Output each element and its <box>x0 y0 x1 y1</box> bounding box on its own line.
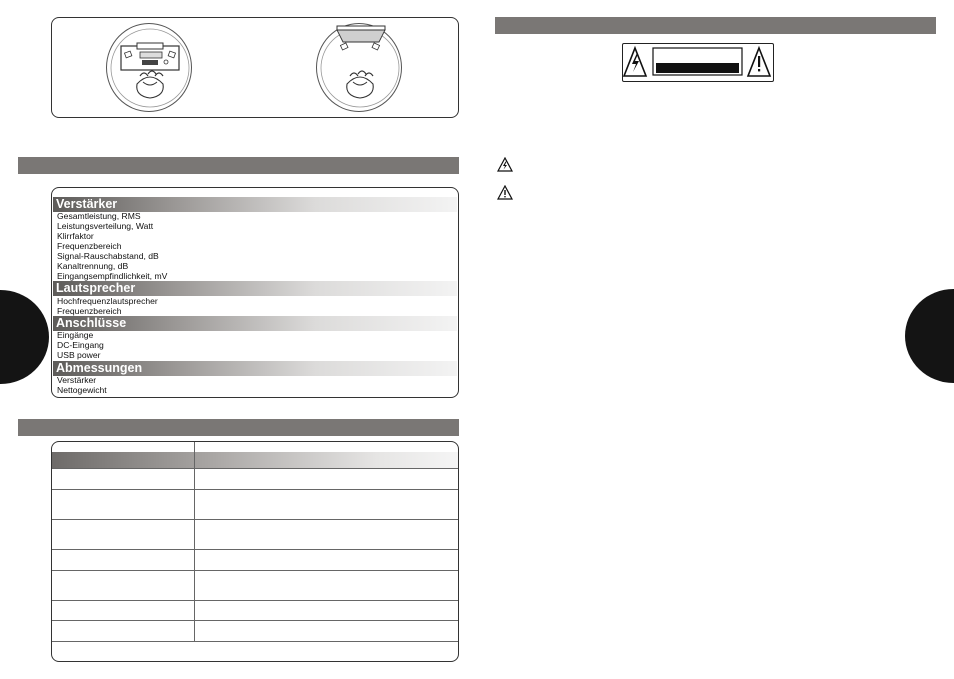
safety-section-bar <box>495 17 936 34</box>
caution-label-graphic <box>623 44 772 80</box>
spec-item: DC-Eingang <box>57 340 104 350</box>
caution-warning-label <box>622 43 774 82</box>
specifications-section-bar <box>18 157 459 174</box>
table-row-divider <box>52 570 458 571</box>
spec-item: Kanaltrennung, dB <box>57 261 129 271</box>
table-row-divider <box>52 620 458 621</box>
spec-item: Eingänge <box>57 330 94 340</box>
device-front-diagram <box>106 23 192 112</box>
table-row-divider <box>52 468 458 469</box>
spec-item: Signal-Rauschabstand, dB <box>57 251 159 261</box>
spec-section-heading: Anschlüsse <box>53 316 457 331</box>
device-top-illustration <box>317 24 403 113</box>
spec-item: Eingangsempfindlichkeit, mV <box>57 271 168 281</box>
spec-item: Verstärker <box>57 375 97 385</box>
spec-item: Leistungsverteilung, Watt <box>57 221 154 231</box>
table-row-divider <box>52 641 458 642</box>
table-column-divider <box>194 442 195 642</box>
troubleshooting-section-bar <box>18 419 459 436</box>
table-header-row <box>52 452 458 468</box>
spec-item: Frequenzbereich <box>57 241 122 251</box>
page-tab-left <box>0 290 49 384</box>
device-top-diagram <box>316 23 402 112</box>
table-row-divider <box>52 489 458 490</box>
spec-item: Frequenzbereich <box>57 306 122 316</box>
spec-section-heading: Verstärker <box>53 197 457 212</box>
lightning-triangle-icon <box>497 157 513 172</box>
spec-item: Hochfrequenzlautsprecher <box>57 296 158 306</box>
spec-section-heading: Abmessungen <box>53 361 457 376</box>
spec-item: Klirrfaktor <box>57 231 94 241</box>
exclamation-triangle-icon <box>497 185 513 200</box>
table-row-divider <box>52 519 458 520</box>
specifications-panel <box>51 187 459 398</box>
spec-item: USB power <box>57 350 101 360</box>
spec-item: Gesamtleistung, RMS <box>57 211 141 221</box>
spec-section-heading: Lautsprecher <box>53 281 457 296</box>
installation-diagram-frame <box>51 17 459 118</box>
troubleshooting-table <box>51 441 459 662</box>
table-row-divider <box>52 600 458 601</box>
spec-item: Nettogewicht <box>57 385 107 395</box>
device-front-illustration <box>107 24 193 113</box>
page-tab-right <box>905 289 954 383</box>
table-row-divider <box>52 549 458 550</box>
